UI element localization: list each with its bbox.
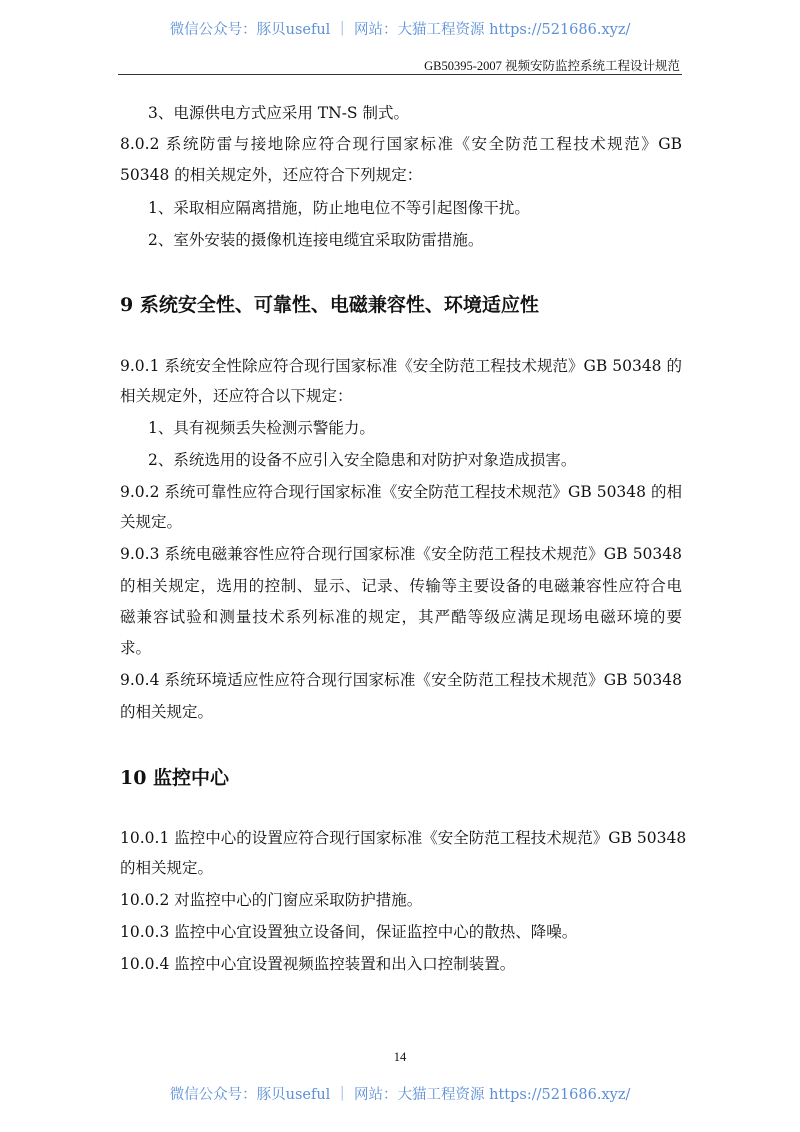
clause-9-0-4: 9.0.4 系统环境适应性应符合现行国家标准《安全防范工程技术规范》GB 50348 (120, 671, 682, 689)
clause-10-0-3: 10.0.3 监控中心宜设置独立设备间，保证监控中心的散热、降噪。 (120, 923, 578, 941)
list-item: 1、具有视频丢失检测示警能力。 (148, 419, 375, 437)
clause-9-0-3: 9.0.3 系统电磁兼容性应符合现行国家标准《安全防范工程技术规范》GB 50348 (120, 545, 682, 563)
list-item: 2、室外安装的摄像机连接电缆宜采取防雷措施。 (148, 231, 484, 249)
clause-10-0-4: 10.0.4 监控中心宜设置视频监控装置和出入口控制装置。 (120, 955, 516, 973)
paragraph-line: 求。 (120, 639, 152, 657)
watermark-bottom: 微信公众号：豚贝useful ｜ 网站：大猫工程资源 https://521686.xyz/ (169, 1087, 631, 1103)
header-rule (118, 74, 682, 75)
paragraph-line: 关规定。 (120, 513, 183, 531)
page-number: 14 (393, 1050, 407, 1064)
list-item: 3、电源供电方式应采用 TN-S 制式。 (148, 104, 409, 122)
list-item: 1、采取相应隔离措施，防止地电位不等引起图像干扰。 (148, 199, 530, 217)
section-heading-9: 9 系统安全性、可靠性、电磁兼容性、环境适应性 (120, 294, 539, 316)
clause-9-0-1: 9.0.1 系统安全性除应符合现行国家标准《安全防范工程技术规范》GB 50348 的 (120, 357, 682, 375)
watermark-top: 微信公众号：豚贝useful ｜ 网站：大猫工程资源 https://521686.xyz/ (169, 22, 631, 38)
paragraph-line: 的相关规定。 (120, 859, 214, 877)
list-item: 2、系统选用的设备不应引入安全隐患和对防护对象造成损害。 (148, 451, 577, 469)
section-heading-10: 10 监控中心 (120, 767, 230, 789)
paragraph-line: 磁兼容试验和测量技术系列标准的规定，其严酷等级应满足现场电磁环境的要 (120, 608, 682, 626)
clause-10-0-1: 10.0.1 监控中心的设置应符合现行国家标准《安全防范工程技术规范》GB 50348 (120, 829, 687, 847)
paragraph-line: 的相关规定，选用的控制、显示、记录、传输等主要设备的电磁兼容性应符合电 (120, 577, 682, 595)
clause-10-0-2: 10.0.2 对监控中心的门窗应采取防护措施。 (120, 891, 423, 909)
clause-9-0-2: 9.0.2 系统可靠性应符合现行国家标准《安全防范工程技术规范》GB 50348 的相 (120, 483, 682, 501)
running-header: GB50395-2007 视频安防监控系统工程设计规范 (424, 59, 680, 73)
paragraph-line: 50348 的相关规定外，还应符合下列规定： (120, 166, 423, 184)
paragraph-line: 的相关规定。 (120, 703, 214, 721)
paragraph-line: 相关规定外，还应符合以下规定： (120, 387, 353, 405)
clause-8-0-2: 8.0.2 系统防雷与接地除应符合现行国家标准《安全防范工程技术规范》GB (120, 135, 682, 153)
